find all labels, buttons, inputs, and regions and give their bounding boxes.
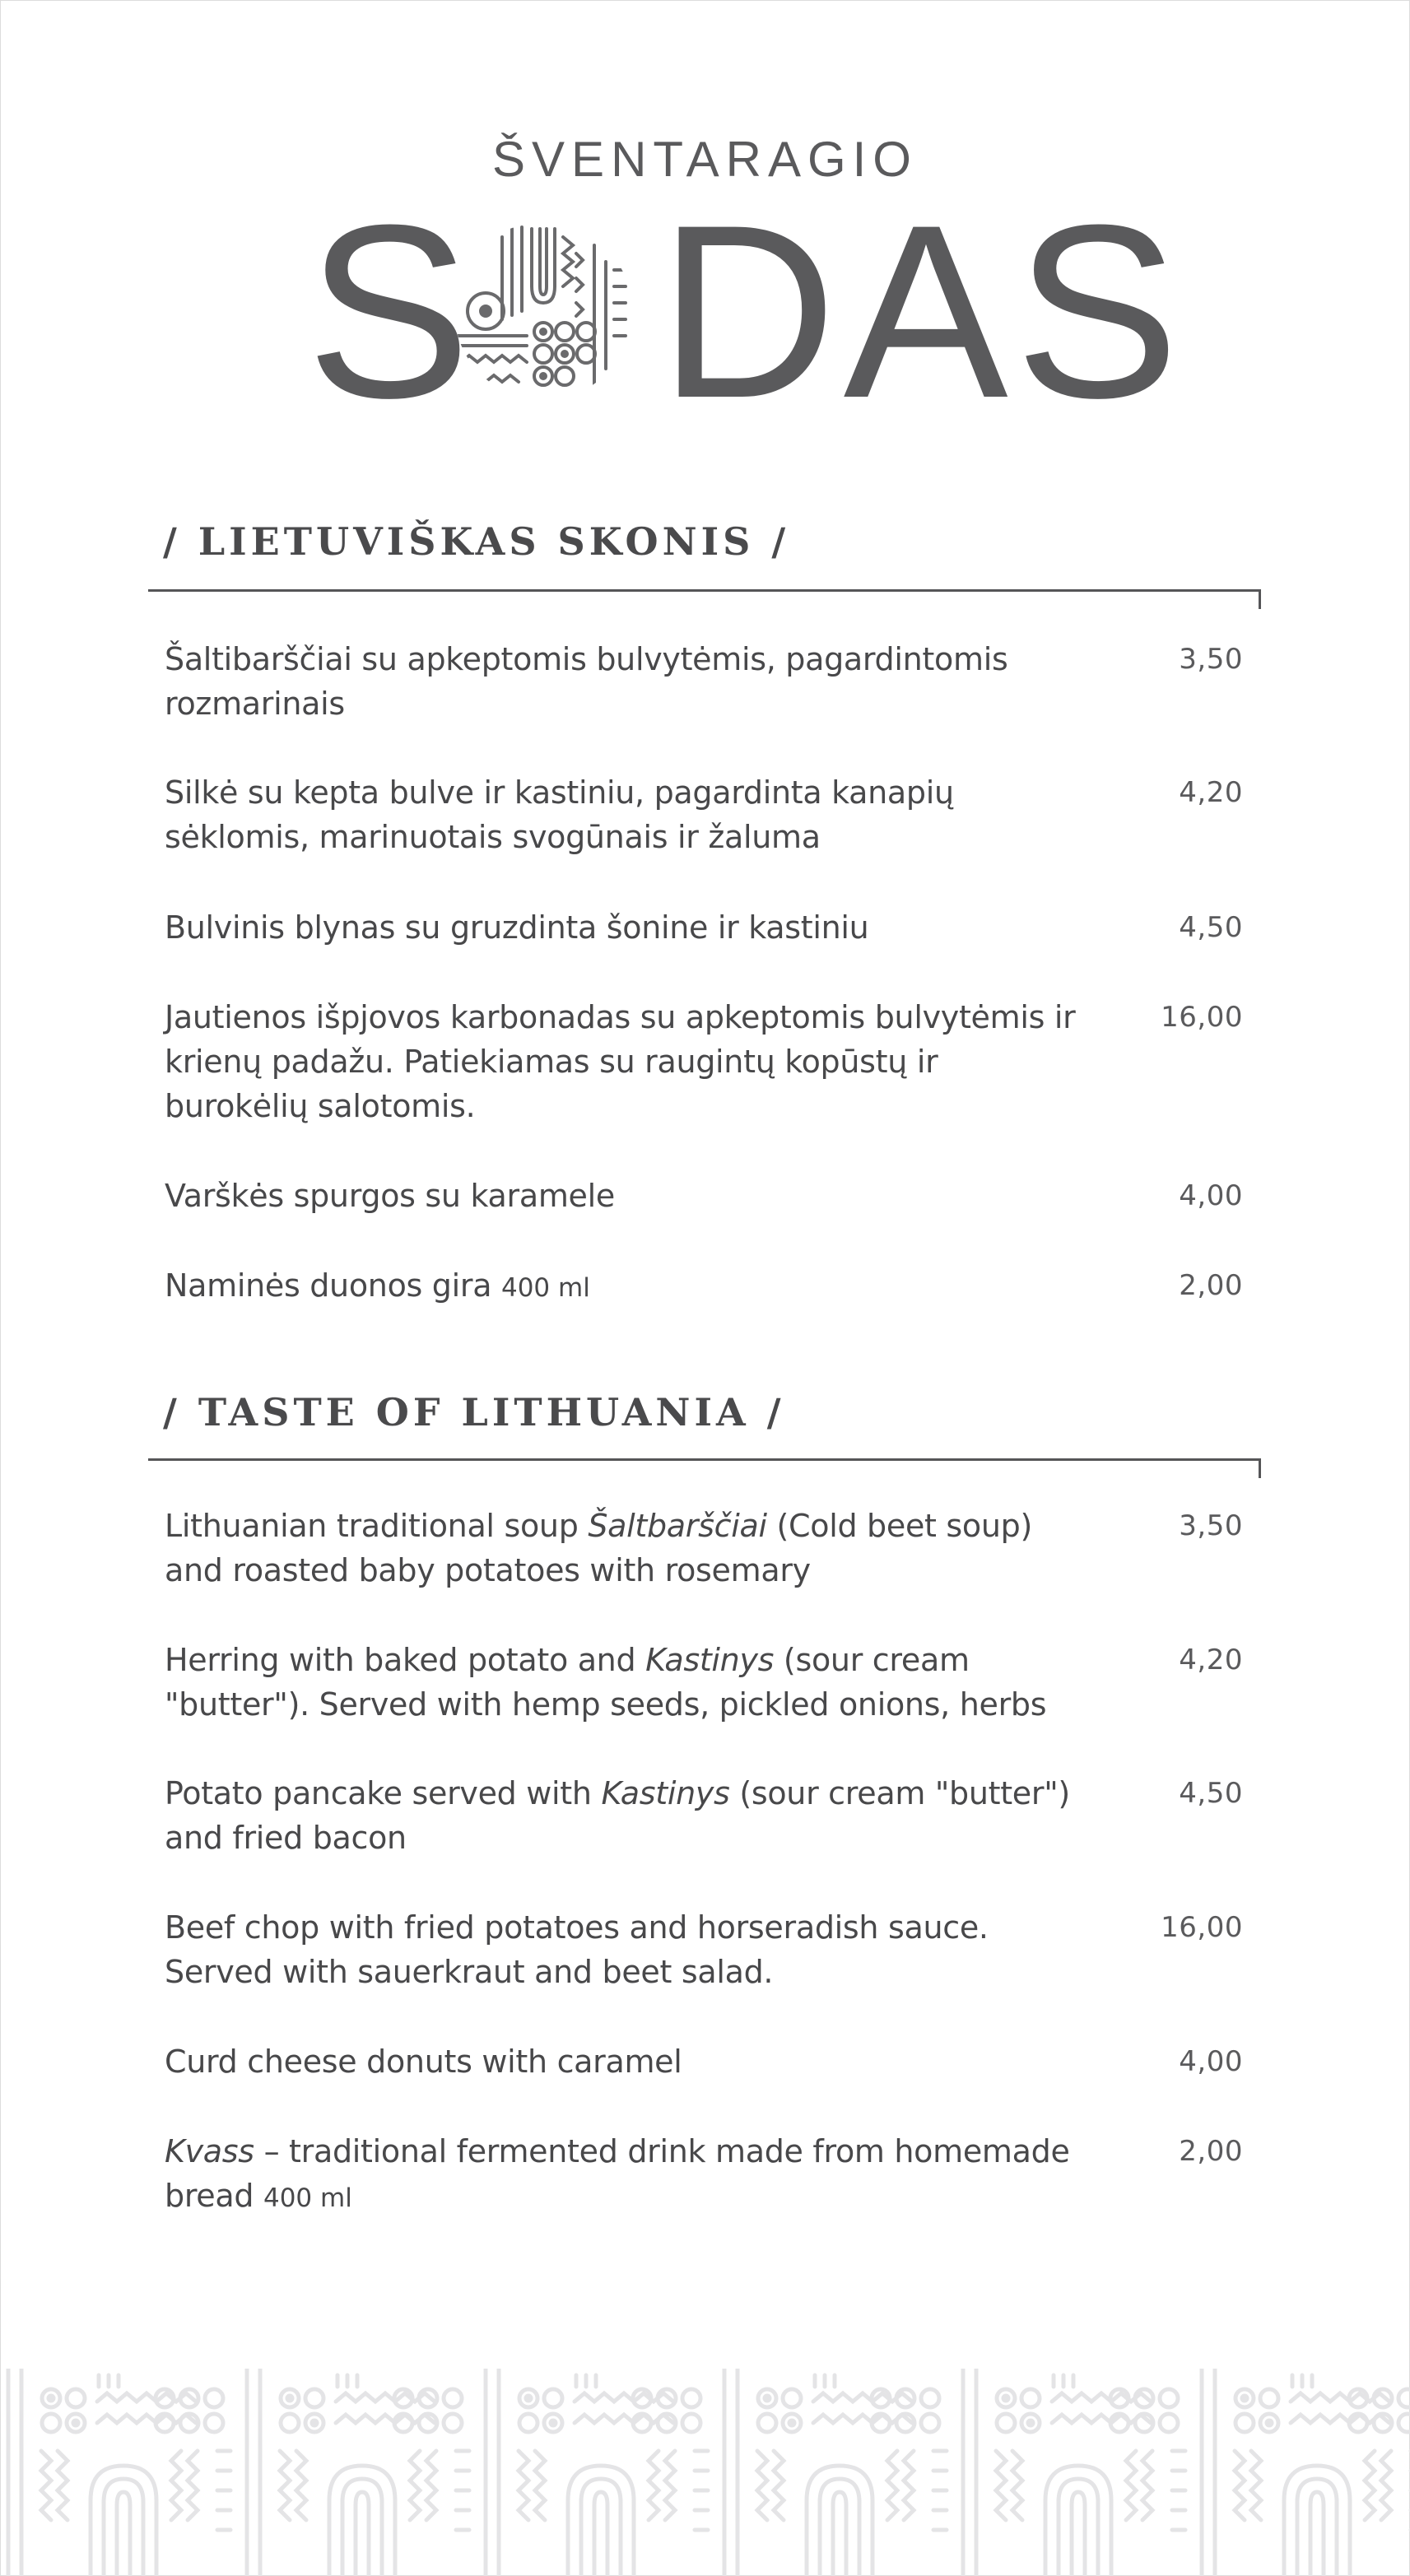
menu-item-price: 16,00 xyxy=(1161,1001,1243,1034)
menu-item xyxy=(165,905,1243,950)
menu-item-name: Bulvinis blynas su gruzdinta šonine ir kastiniu xyxy=(165,909,869,946)
menu-item-price: 2,00 xyxy=(1179,2135,1243,2168)
brand-top-text: ŠVENTARAGIO xyxy=(492,132,918,187)
menu-item-name xyxy=(165,1504,1087,1593)
menu-item-name-text: (Cold beet soup) and roasted baby potatoes with rosemary xyxy=(165,1508,1032,1588)
menu-item-price: 3,50 xyxy=(1179,1509,1243,1542)
logo-letter-s: S xyxy=(306,173,472,449)
menu-item-name-text: Potato pancake served with xyxy=(165,1775,602,1811)
section-title-taste-of-lithuania: / TASTE OF LITHUANIA / xyxy=(163,1390,785,1434)
menu-item-name-text: – traditional fermented drink made from homemade bread xyxy=(165,2133,1070,2214)
section-divider xyxy=(148,589,1261,609)
menu-item-price: 16,00 xyxy=(1161,1911,1243,1944)
menu-item-name xyxy=(165,2129,1087,2220)
folk-ornament-circle-icon xyxy=(453,221,634,402)
menu-item xyxy=(165,995,1243,1128)
menu-item-price: 4,50 xyxy=(1179,911,1243,944)
menu-item-volume: 400 ml xyxy=(500,1273,590,1303)
menu-item xyxy=(165,1771,1243,1860)
menu-item-price: 2,00 xyxy=(1179,1269,1243,1302)
section-divider xyxy=(148,1458,1261,1478)
menu-item-price: 4,00 xyxy=(1179,2045,1243,2078)
section-title-lietuviskas: / LIETUVIŠKAS SKONIS / xyxy=(163,519,790,564)
menu-item-name: Šaltibarščiai su apkeptomis bulvytėmis, pagardintomis rozmarinais xyxy=(165,641,1008,722)
menu-item-name-text: (sour cream "butter"). Served with hemp seeds, pickled onions, herbs xyxy=(165,1642,1047,1723)
menu-item xyxy=(165,1905,1243,1994)
menu-item-name-italic: Šaltbarščiai xyxy=(588,1508,767,1544)
folk-pattern-footer xyxy=(0,2369,1410,2576)
menu-item-name-italic: Kvass xyxy=(165,2133,254,2169)
menu-item-price: 4,50 xyxy=(1179,1777,1243,1810)
menu-item xyxy=(165,637,1243,726)
menu-item-name-text: (sour cream "butter") and fried bacon xyxy=(165,1775,1070,1856)
menu-item-name-text: Herring with baked potato and xyxy=(165,1642,646,1678)
menu-item xyxy=(165,2039,1243,2084)
menu-item-name-italic: Kastinys xyxy=(645,1642,775,1678)
menu-item-name xyxy=(165,1771,1087,1860)
menu-item-name-text: Lithuanian traditional soup xyxy=(165,1508,589,1544)
menu-item-name-italic: Kastinys xyxy=(601,1775,730,1811)
menu-item xyxy=(165,2129,1243,2220)
menu-item xyxy=(165,770,1243,859)
menu-item-name xyxy=(165,1263,1087,1310)
menu-item xyxy=(165,1638,1243,1727)
menu-item-price: 4,20 xyxy=(1179,776,1243,809)
menu-item-name: Curd cheese donuts with caramel xyxy=(165,2044,682,2080)
menu-item-name: Jautienos išpjovos karbonadas su apkeptomis bulvytėmis ir krienų padažu. Patiekiamas su raugintų kopūstų ir burokėlių salotomis. xyxy=(165,999,1076,1124)
menu-item-price: 3,50 xyxy=(1179,643,1243,676)
menu-item xyxy=(165,1174,1243,1218)
menu-item-name: Silkė su kepta bulve ir kastiniu, pagardinta kanapių sėklomis, marinuotais svogūnais ir žaluma xyxy=(165,774,954,855)
menu-item-name: Beef chop with fried potatoes and horseradish sauce. Served with sauerkraut and beet salad. xyxy=(165,1909,989,1990)
logo-letters-das: DAS xyxy=(658,173,1186,449)
menu-item-price: 4,20 xyxy=(1179,1644,1243,1676)
menu-item-price: 4,00 xyxy=(1179,1179,1243,1212)
menu-item xyxy=(165,1504,1243,1593)
menu-item-name xyxy=(165,1638,1087,1727)
menu-item-volume: 400 ml xyxy=(263,2183,352,2213)
menu-item-name-text: Naminės duonos gira xyxy=(165,1267,492,1304)
menu-item-name: Varškės spurgos su karamele xyxy=(165,1178,615,1214)
menu-item xyxy=(165,1263,1243,1310)
